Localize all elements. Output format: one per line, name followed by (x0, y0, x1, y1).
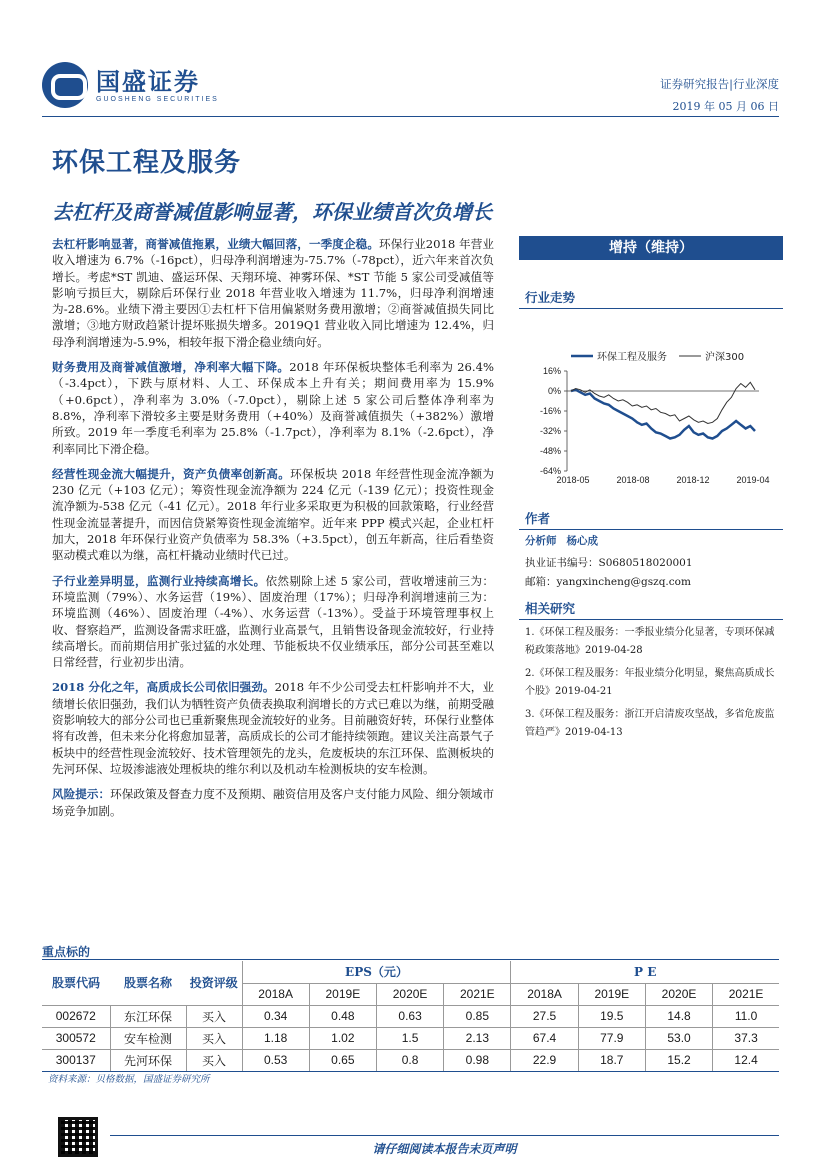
y-tick-label: -64% (539, 466, 561, 476)
industry-title: 环保工程及服务 (52, 148, 242, 178)
legend-label: 沪深300 (705, 352, 745, 363)
y-tick-label: 0% (547, 386, 561, 396)
table-row (42, 1005, 779, 1027)
company-logo (42, 62, 219, 108)
paragraph (52, 236, 494, 350)
x-tick-label: 2018-12 (676, 475, 710, 485)
paragraph-lead: 风险提示： (52, 787, 111, 802)
header-name: 股票名称 (110, 961, 186, 1005)
y-tick-label: -32% (539, 426, 561, 436)
table-source: 资料来源：贝格数据，国盛证券研究所 (48, 1074, 210, 1085)
brand-en: GUOSHENG SECURITIES (96, 95, 219, 103)
paragraph (52, 359, 494, 457)
brand-cn: 国盛证券 (96, 67, 200, 96)
logo-icon (42, 62, 88, 108)
cell-value: 2.13 (444, 1027, 511, 1049)
author-title: 作者 (519, 507, 783, 530)
table-top-rule (42, 959, 779, 960)
stock-table (42, 961, 779, 1072)
x-tick-label: 2019-04 (736, 475, 770, 485)
rating-badge: 增持（维持） (519, 236, 783, 260)
cell-value: 18.7 (578, 1049, 645, 1071)
trend-chart-svg (519, 309, 783, 485)
related-reports (519, 620, 783, 751)
cell-value: 67.4 (511, 1027, 578, 1049)
paragraph-lead: 去杠杆影响显著，商誉减值拖累，业绩大幅回落，一季度企稳。 (52, 237, 380, 251)
report-type: 证券研究报告|行业深度 (660, 77, 779, 91)
cell-name: 东江环保 (110, 1005, 186, 1027)
cell-value: 77.9 (578, 1027, 645, 1049)
cell-rating: 买入 (186, 1005, 242, 1027)
cell-value: 19.5 (578, 1005, 645, 1027)
cell-value: 11.0 (713, 1005, 779, 1027)
paragraph-lead: 子行业差异明显，监测行业持续高增长。 (52, 573, 266, 588)
sidebar (519, 236, 783, 751)
paragraph-text: 环保板块 2018 年经营性现金流净额为 230 亿元（+103 亿元）；筹资性现金流净额为 224 亿元（-139 亿元）；投资性现金流净额为-538 亿元（-41 亿元）。2018 年行业多采取更为积极的回款策略，行业经营性现金流显著提升，而因信贷紧筹资性现金流缩窄。近年来 PPP 模式兴起，企业杠杆加大，2018 年环保行业资产负债率为 58.3%（+3.5pct），创五年新高，往后看垫资驱动模式难以为继，高杠杆撬动业绩时代已过。 (52, 466, 494, 563)
analyst-label: 分析师 (525, 535, 557, 547)
cell-value: 0.63 (376, 1005, 443, 1027)
paragraph-text: 环保行业2018 年营业收入增速为 6.7%（-16pct），归母净利润增速为-75.7%（-78pct），近六年来首次负增长。考虑*ST 凯迪、盛运环保、天翔环境、神雾环保、*ST 节能 5 家公司受减值等影响亏损巨大，剔除后环保行业 2018 年营业收入增速为 11.7%，归母净利润增速为-28.6%。业绩下滑主要因①去杠杆下信用偏紧财务费用激增；②商誉减值损失同比激增；③地方财政趋紧计提坏账损失增多。2019Q1 营业收入同比增速为 12.4%，归母净利润增速为-5.9%，相较年报下滑企稳业绩向好。 (52, 237, 494, 349)
footer-divider (110, 1135, 779, 1136)
y-tick-label: -48% (539, 446, 561, 456)
cell-value: 14.8 (645, 1005, 712, 1027)
series-line (571, 382, 755, 423)
cell-value: 0.48 (309, 1005, 376, 1027)
year-header: 2020E (376, 983, 443, 1005)
paragraph-text: 环保政策及督查力度不及预期、融资信用及客户支付能力风险、细分领域市场竞争加剧。 (52, 787, 494, 818)
cell-value: 37.3 (713, 1027, 779, 1049)
paragraph-text: 2018 年环保板块整体毛利率为 26.4%（-3.4pct），下跌与原材料、人工、环保成本上升有关；期间费用率为 15.9%（+0.6pct），净利率为 3.0%（-7.0pct），剔除上述 5 家公司后整体净利率为 8.8%，净利率下滑较多主要是财务费用（+40%）及商誉减值损失（+382%）激增所致。2019 年一季度毛利率为 25.8%（-1.7pct），净利率为 8.1%（-2.6pct），净利率同比下滑企稳。 (52, 360, 494, 456)
cell-code: 300572 (42, 1027, 110, 1049)
related-report-item[interactable]: 2.《环保工程及服务：年报业绩分化明显，聚焦高质成长个股》2019-04-21 (525, 668, 775, 697)
year-header: 2018A (242, 983, 309, 1005)
header-pe: P E (511, 961, 779, 983)
cell-rating: 买入 (186, 1049, 242, 1071)
cell-rating: 买入 (186, 1027, 242, 1049)
x-tick-label: 2018-05 (556, 475, 590, 485)
analyst-email: 邮箱：yangxincheng@gszq.com (525, 576, 691, 588)
cell-value: 0.65 (309, 1049, 376, 1071)
year-header: 2021E (713, 983, 779, 1005)
paragraph-lead: 2018 分化之年，高质成长公司依旧强劲。 (52, 680, 275, 695)
trend-title: 行业走势 (519, 286, 783, 309)
cell-name: 安车检测 (110, 1027, 186, 1049)
analyst-name: 杨心成 (566, 535, 599, 547)
table-row (42, 1049, 779, 1071)
year-header: 2019E (309, 983, 376, 1005)
cell-value: 0.85 (444, 1005, 511, 1027)
cell-code: 300137 (42, 1049, 110, 1071)
cell-value: 0.53 (242, 1049, 309, 1071)
cell-value: 53.0 (645, 1027, 712, 1049)
related-report-item[interactable]: 3.《环保工程及服务：浙江开启清废攻坚战，多省危废监管趋严》2019-04-13 (525, 709, 775, 738)
cell-value: 1.18 (242, 1027, 309, 1049)
footer-disclaimer[interactable]: 请仔细阅读本报告末页声明 (372, 1142, 517, 1156)
header-divider (42, 116, 779, 117)
paragraph (52, 786, 494, 819)
year-header: 2021E (444, 983, 511, 1005)
related-title: 相关研究 (519, 597, 783, 620)
related-report-item[interactable]: 1.《环保工程及服务：一季报业绩分化显著，专项环保减税政策落地》2019-04-28 (525, 627, 775, 656)
trend-chart (519, 309, 783, 485)
header-rating: 投资评级 (186, 961, 242, 1005)
cell-value: 1.5 (376, 1027, 443, 1049)
license-number: 执业证书编号：S0680518020001 (525, 557, 693, 569)
cell-value: 1.02 (309, 1027, 376, 1049)
report-headline: 去杠杆及商誉减值影响显著，环保业绩首次负增长 (52, 200, 492, 224)
header-eps: EPS（元） (242, 961, 511, 983)
qr-code-icon (58, 1117, 98, 1157)
report-body (52, 236, 494, 828)
year-header: 2019E (578, 983, 645, 1005)
cell-code: 002672 (42, 1005, 110, 1027)
paragraph (52, 466, 494, 564)
cell-value: 0.8 (376, 1049, 443, 1071)
cell-value: 12.4 (713, 1049, 779, 1071)
report-date: 2019 年 05 月 06 日 (672, 100, 779, 113)
cell-value: 27.5 (511, 1005, 578, 1027)
x-tick-label: 2018-08 (616, 475, 650, 485)
cell-name: 先河环保 (110, 1049, 186, 1071)
cell-value: 15.2 (645, 1049, 712, 1071)
paragraph-text: 2018 年不少公司受去杠杆影响并不大，业绩增长依旧强劲，我们认为牺牲资产负债表换取利润增长的方式已难以为继，前期受融资影响较大的部分公司也已重新聚焦现金流较好的业务。目前融资好转，环保行业整体将有改善，但未来分化将愈加显著，高质成长的公司才能持续领跑。建议关注高景气子板块中的经营性现金流较好、技术管理领先的龙头，危废板块的东江环保、监测板块的先河环保、垃圾渗滤液处理板块的维尔利以及机动车检测板块的安车检测。 (52, 680, 494, 776)
year-header: 2020E (645, 983, 712, 1005)
cell-value: 0.98 (444, 1049, 511, 1071)
paragraph (52, 573, 494, 671)
paragraph-text: 依然剔除上述 5 家公司，营收增速前三为：环境监测（79%）、水务运营（19%）、固废治理（17%）；归母净利润增速前三为：环境监测（46%）、固废治理（-4%）、水务运营（-13%）。受益于环境管理事权上收、督察趋严，监测设备需求旺盛，监测行业高景气，且销售设备现金流较好，行业持续高增长。而前期信用扩张过猛的水处理、节能板块不仅业绩承压，部分公司甚至难以日常经营，行业初步出清。 (52, 573, 494, 670)
y-tick-label: -16% (539, 406, 561, 416)
series-line (571, 390, 755, 439)
table-title: 重点标的 (42, 945, 91, 959)
analyst-line (519, 530, 783, 552)
paragraph-lead: 财务费用及商誉减值激增，净利率大幅下降。 (52, 360, 290, 375)
table-row (42, 1027, 779, 1049)
y-tick-label: 16% (542, 366, 561, 376)
header-code: 股票代码 (42, 961, 110, 1005)
year-header: 2018A (511, 983, 578, 1005)
paragraph-lead: 经营性现金流大幅提升，资产负债率创新高。 (52, 466, 291, 481)
cell-value: 22.9 (511, 1049, 578, 1071)
legend-label: 环保工程及服务 (597, 352, 667, 363)
paragraph (52, 679, 494, 777)
cell-value: 0.34 (242, 1005, 309, 1027)
